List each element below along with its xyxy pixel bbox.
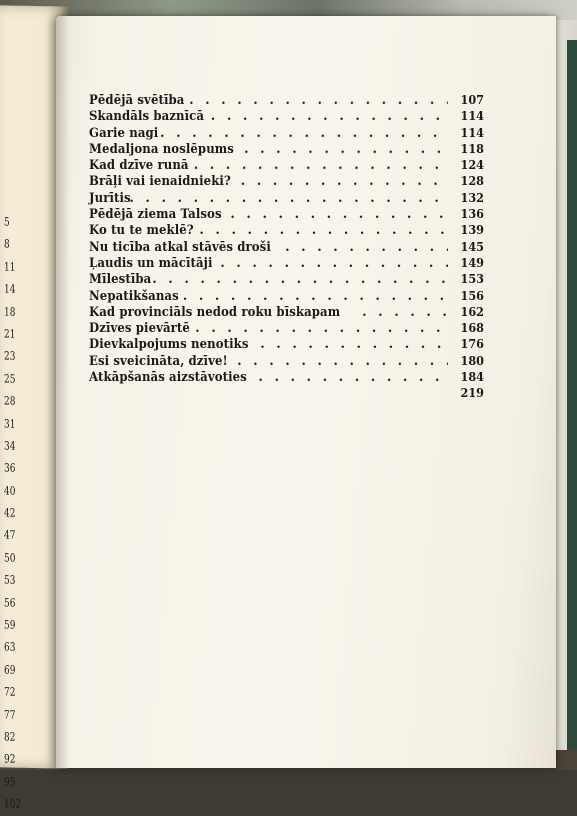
left-page-number: 11 <box>4 259 16 274</box>
toc-entry-page: 156 <box>460 287 484 303</box>
left-page-number: 23 <box>4 348 16 364</box>
toc-entry-page: 168 <box>460 320 484 336</box>
toc-entry-page: 114 <box>460 124 484 140</box>
toc-entry-page: 162 <box>460 303 484 319</box>
toc-entry-title: Atkāpšanās aizstāvoties <box>89 370 247 386</box>
toc-entry-page: 145 <box>460 238 484 254</box>
toc-entry-title: Kad dzīve runā <box>89 158 189 174</box>
toc-entry-page: 118 <box>460 140 484 156</box>
left-page-number: 59 <box>4 617 16 632</box>
left-page-number: 72 <box>4 684 16 699</box>
toc-leader-dots <box>362 305 448 321</box>
toc-entry-page: 176 <box>460 336 484 352</box>
toc-entry <box>89 157 484 173</box>
toc-entry <box>89 353 484 369</box>
toc-leader-dots <box>258 370 448 386</box>
toc-entry-title: Mīlestība <box>89 272 152 288</box>
left-page-number: 5 <box>4 214 10 229</box>
toc-entry <box>89 141 484 157</box>
toc-leader-dots <box>189 93 448 109</box>
toc-leader-dots <box>194 158 448 174</box>
toc-entry <box>89 304 484 320</box>
toc-entry-title: Nepatikšanas <box>89 288 179 304</box>
book-page <box>56 16 556 768</box>
toc-entry-page: 132 <box>460 189 484 205</box>
toc-entry-title: Garie nagi <box>89 125 159 141</box>
toc-leader-dots <box>260 337 448 353</box>
toc-entry-page: 153 <box>460 271 484 287</box>
left-page-number: 50 <box>4 550 16 565</box>
left-page-number: 36 <box>4 460 16 475</box>
toc-entry-title: Ko tu te meklē? <box>89 223 194 239</box>
toc-entry <box>89 336 484 352</box>
toc-leader-dots <box>237 354 448 370</box>
toc-leader-dots <box>129 191 448 207</box>
toc-entry <box>89 369 484 385</box>
toc-entry-page: 149 <box>460 254 484 270</box>
toc-entry-title: Kad provinciāls nedod roku bīskapam <box>89 304 341 320</box>
toc-entry <box>89 222 484 238</box>
left-page-number: 47 <box>4 527 16 543</box>
toc-leader-dots <box>230 207 448 223</box>
toc-entry-title: Medaljona noslēpums <box>89 141 234 157</box>
left-page-number: 95 <box>4 774 16 789</box>
toc-leader-dots <box>195 321 448 337</box>
toc-entry-title: Dzīves pievārtē <box>89 321 190 337</box>
left-page-number: 102 <box>4 796 22 811</box>
left-page-number: 69 <box>4 662 16 677</box>
toc-entry-page: 180 <box>460 352 484 368</box>
toc-entry <box>89 173 484 189</box>
toc-entry-title: Skandāls baznīcā <box>89 109 205 125</box>
left-page-number: 92 <box>4 751 16 767</box>
toc-entry <box>89 92 484 108</box>
left-page-number: 25 <box>4 371 16 386</box>
toc-entry <box>89 206 484 222</box>
left-page-number: 42 <box>4 505 16 520</box>
left-page-number: 28 <box>4 393 16 408</box>
toc-leader-dots <box>244 142 448 158</box>
toc-entry-title: Pēdējā svētība <box>89 93 185 108</box>
toc-entry <box>89 125 484 141</box>
toc-entry <box>89 190 484 206</box>
toc-entry <box>89 271 484 287</box>
toc-entry-title: Jurītis <box>89 190 131 206</box>
toc-entry <box>89 288 484 304</box>
left-page-number: 21 <box>4 326 16 341</box>
left-page-number: 34 <box>4 438 16 453</box>
left-page-number: 31 <box>4 415 16 431</box>
left-page-number: 56 <box>4 595 16 610</box>
toc-entry-page: 128 <box>460 173 484 189</box>
toc-entry-title: Nu ticība atkal stāvēs droši <box>89 239 271 255</box>
left-page-numbers <box>4 210 34 815</box>
toc-entry-page: 136 <box>460 206 484 222</box>
toc-entry <box>89 385 484 401</box>
toc-entry-title: Ļaudis un mācītāji <box>89 255 213 271</box>
toc-entry-title: Pēdējā ziema Talsos <box>89 207 222 223</box>
toc-entry <box>89 108 484 124</box>
toc-leader-dots <box>183 289 448 305</box>
toc-leader-dots <box>220 256 448 272</box>
toc-leader-dots <box>211 109 448 125</box>
toc-leader-dots <box>241 174 448 190</box>
toc-entry <box>89 320 484 336</box>
left-page-number: 77 <box>4 707 16 722</box>
toc-entry <box>89 239 484 255</box>
left-page-number: 14 <box>4 281 16 296</box>
left-page-number: 40 <box>4 483 16 498</box>
toc-entry-title: Esi sveicināta, dzīve! <box>89 353 228 369</box>
toc-entry-title: Brāļi vai ienaidnieki? <box>89 174 231 190</box>
toc-entry-page: 184 <box>460 369 484 385</box>
left-page-number: 18 <box>4 304 16 319</box>
left-page-number: 8 <box>4 236 10 251</box>
toc-leader-dots <box>160 126 448 142</box>
toc-leader-dots <box>152 272 448 288</box>
table-of-contents <box>89 92 484 402</box>
toc-entry <box>89 255 484 271</box>
toc-entry-title: Dievkalpojums nenotiks <box>89 337 249 353</box>
toc-entry-page: 114 <box>460 108 484 124</box>
left-page-number: 53 <box>4 572 16 587</box>
toc-leader-dots <box>199 223 448 239</box>
toc-entry-page: 124 <box>460 157 484 173</box>
toc-leader-dots <box>285 240 448 256</box>
left-page-number: 63 <box>4 639 16 655</box>
toc-entry-page: 139 <box>460 222 484 238</box>
page-fold-shadow <box>56 16 70 768</box>
toc-entry-page: 107 <box>460 92 484 107</box>
background-right-edge <box>567 40 577 770</box>
left-page-number: 82 <box>4 729 16 744</box>
toc-entry-page: 219 <box>460 385 484 401</box>
